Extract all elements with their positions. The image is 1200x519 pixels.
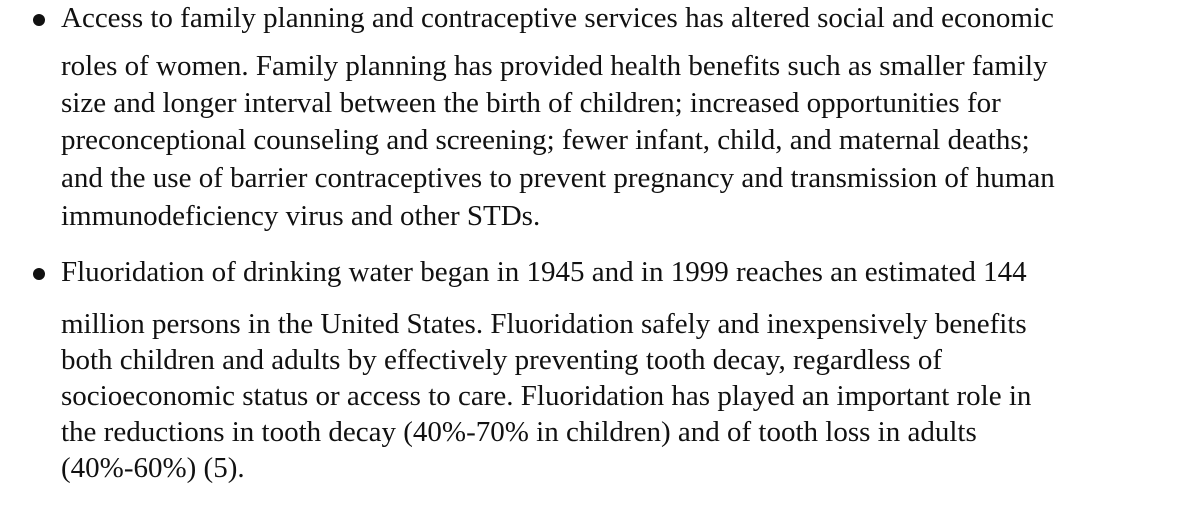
- bullet-text-line: preconceptional counseling and screening; fewer infant, child, and maternal deaths;: [61, 124, 1030, 156]
- bullet-text-line: size and longer interval between the birth of children; increased opportunities for: [61, 87, 1001, 119]
- bullet-text-line: Fluoridation of drinking water began in 1945 and in 1999 reaches an estimated 144: [61, 256, 1027, 288]
- bullet-text-line: the reductions in tooth decay (40%-70% in children) and of tooth loss in adults: [61, 416, 977, 448]
- bullet-text-line: both children and adults by effectively preventing tooth decay, regardless of: [61, 344, 942, 376]
- bullet-text-line: roles of women. Family planning has provided health benefits such as smaller family: [61, 50, 1048, 82]
- bullet-text-line: million persons in the United States. Fluoridation safely and inexpensively benefits: [61, 308, 1027, 340]
- bullet-text-line: immunodeficiency virus and other STDs.: [61, 200, 541, 232]
- bullet-dot: [33, 14, 45, 26]
- bullet-text-line: (40%-60%) (5).: [61, 452, 245, 484]
- bullet-text-line: and the use of barrier contraceptives to prevent pregnancy and transmission of human: [61, 162, 1055, 194]
- bullet-dot: [33, 268, 45, 280]
- bullet-text-line: socioeconomic status or access to care. Fluoridation has played an important role in: [61, 380, 1032, 412]
- bullet-text-line: Access to family planning and contraceptive services has altered social and economic: [61, 2, 1054, 34]
